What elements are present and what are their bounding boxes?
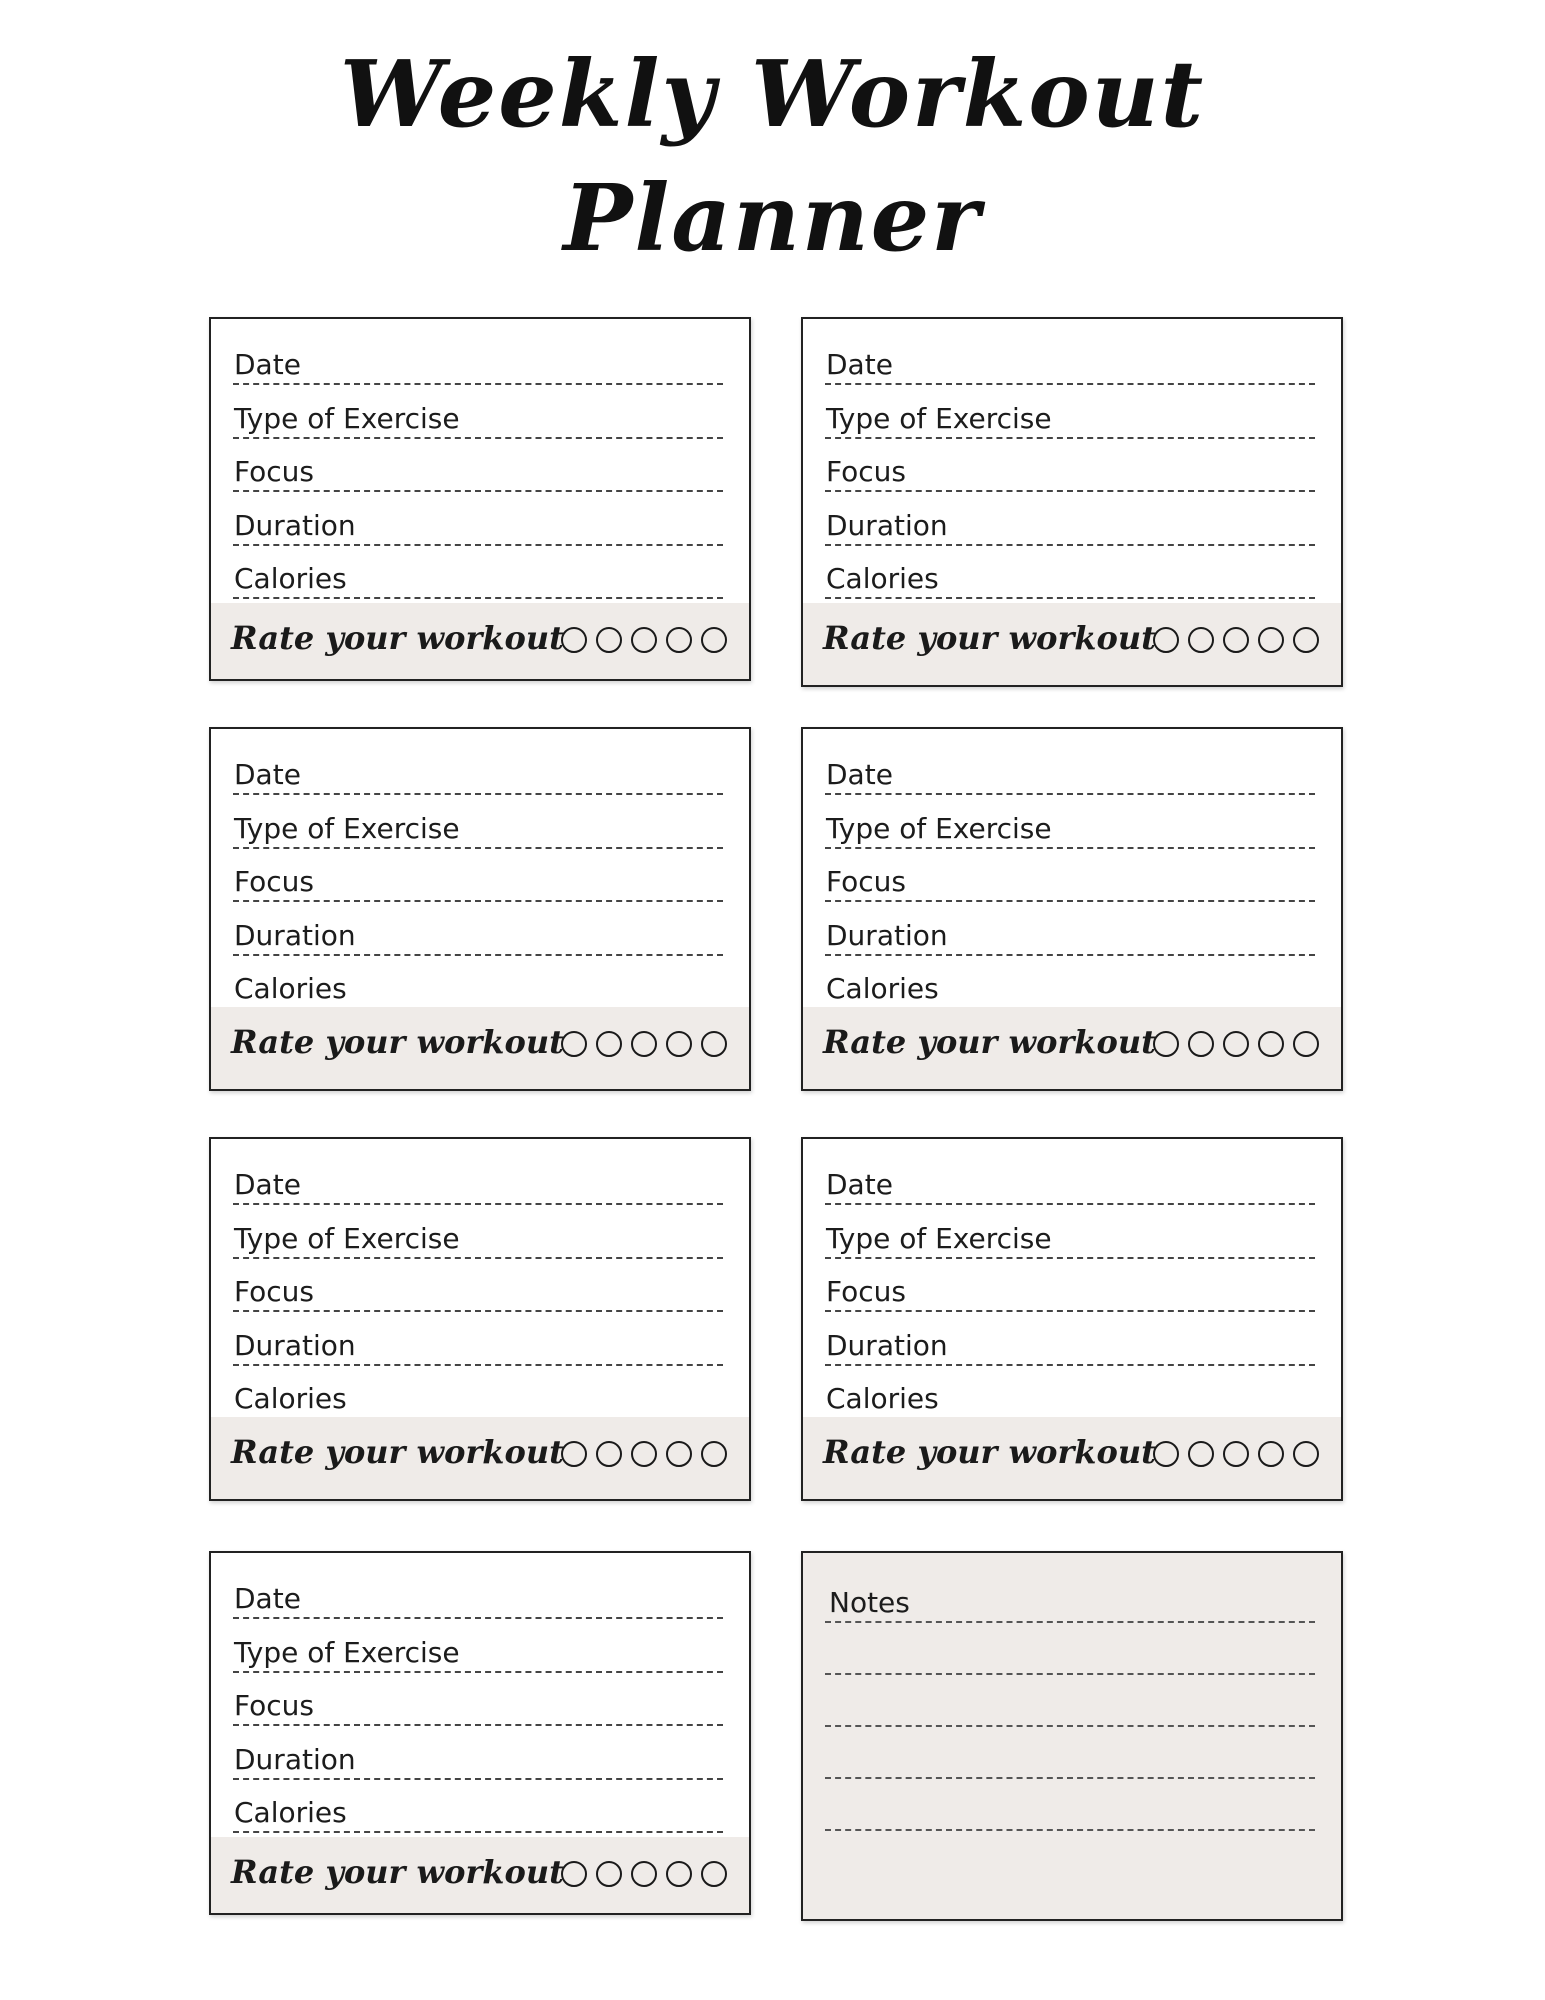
rating-circle-3[interactable] [1223, 1441, 1249, 1467]
rating-circle-2[interactable] [596, 627, 622, 653]
rating-circle-5[interactable] [1293, 1031, 1319, 1057]
workout-card-3 [209, 727, 751, 1091]
duration-label: Duration [234, 1328, 356, 1362]
workout-card-4 [801, 727, 1343, 1091]
calories-label: Calories [826, 562, 939, 595]
notes-line-1[interactable] [825, 1573, 1315, 1623]
rating-circle-4[interactable] [666, 1861, 692, 1887]
focus-label: Focus [234, 1689, 314, 1722]
focus-label: Focus [826, 455, 906, 488]
duration-field[interactable] [233, 1318, 723, 1366]
focus-field[interactable] [825, 444, 1315, 492]
rating-circle-5[interactable] [1293, 627, 1319, 653]
exercise-type-label: Type of Exercise [234, 811, 460, 845]
exercise-type-label: Type of Exercise [234, 1635, 460, 1669]
workout-card-5 [209, 1137, 751, 1501]
rating-circle-2[interactable] [1188, 627, 1214, 653]
rating-circle-2[interactable] [1188, 1031, 1214, 1057]
notes-card [801, 1551, 1343, 1921]
rating-circle-3[interactable] [631, 1031, 657, 1057]
notes-lines [825, 1573, 1315, 1831]
calories-label: Calories [234, 1382, 347, 1415]
rating-circle-2[interactable] [596, 1031, 622, 1057]
notes-label: Notes [829, 1586, 910, 1619]
exercise-type-field[interactable] [825, 391, 1315, 439]
workout-fields [825, 747, 1315, 1009]
rating-circles [1153, 627, 1319, 653]
focus-label: Focus [826, 1275, 906, 1308]
rating-circle-4[interactable] [1258, 1031, 1284, 1057]
focus-label: Focus [234, 455, 314, 488]
duration-label: Duration [234, 508, 356, 542]
date-label: Date [234, 348, 301, 381]
rating-circle-3[interactable] [631, 627, 657, 653]
rate-workout-bar [211, 603, 749, 679]
calories-label: Calories [826, 972, 939, 1005]
duration-field[interactable] [233, 908, 723, 956]
rating-circle-5[interactable] [701, 1441, 727, 1467]
rating-circles [1153, 1441, 1319, 1467]
rating-circle-1[interactable] [1153, 1031, 1179, 1057]
duration-field[interactable] [825, 908, 1315, 956]
calories-field[interactable] [233, 551, 723, 599]
rating-circle-5[interactable] [701, 1031, 727, 1057]
rate-workout-label: Rate your workout [823, 1023, 1156, 1061]
rate-workout-bar [803, 1417, 1341, 1499]
duration-field[interactable] [825, 1318, 1315, 1366]
workout-fields [233, 1157, 723, 1419]
calories-field[interactable] [233, 1785, 723, 1833]
date-field[interactable] [825, 747, 1315, 795]
rate-workout-bar [211, 1837, 749, 1913]
rating-circle-4[interactable] [666, 1441, 692, 1467]
exercise-type-label: Type of Exercise [234, 1221, 460, 1255]
duration-field[interactable] [233, 498, 723, 546]
focus-field[interactable] [825, 1264, 1315, 1312]
exercise-type-label: Type of Exercise [826, 811, 1052, 845]
focus-field[interactable] [825, 854, 1315, 902]
rate-workout-label: Rate your workout [231, 1023, 564, 1061]
exercise-type-field[interactable] [233, 801, 723, 849]
calories-label: Calories [234, 1796, 347, 1829]
calories-label: Calories [234, 562, 347, 595]
rating-circle-1[interactable] [561, 1441, 587, 1467]
rate-workout-bar [803, 603, 1341, 685]
rating-circle-1[interactable] [561, 627, 587, 653]
workout-fields [825, 337, 1315, 599]
focus-label: Focus [826, 865, 906, 898]
rate-workout-label: Rate your workout [231, 619, 564, 657]
rating-circle-4[interactable] [1258, 627, 1284, 653]
workout-card-7 [209, 1551, 751, 1915]
rating-circle-2[interactable] [1188, 1441, 1214, 1467]
rating-circle-1[interactable] [1153, 1441, 1179, 1467]
focus-field[interactable] [233, 1678, 723, 1726]
duration-label: Duration [826, 918, 948, 952]
exercise-type-field[interactable] [825, 1211, 1315, 1259]
workout-card-6 [801, 1137, 1343, 1501]
rating-circle-2[interactable] [596, 1861, 622, 1887]
duration-label: Duration [826, 1328, 948, 1362]
workout-fields [233, 1571, 723, 1833]
date-field[interactable] [825, 337, 1315, 385]
exercise-type-field[interactable] [233, 391, 723, 439]
page-title-line-2: Planner [563, 164, 982, 272]
duration-label: Duration [234, 918, 356, 952]
calories-label: Calories [234, 972, 347, 1005]
notes-line-2[interactable] [825, 1623, 1315, 1675]
rating-circles [561, 627, 727, 653]
workout-fields [233, 337, 723, 599]
focus-field[interactable] [233, 854, 723, 902]
date-label: Date [234, 758, 301, 791]
duration-label: Duration [826, 508, 948, 542]
rating-circle-4[interactable] [1258, 1441, 1284, 1467]
date-field[interactable] [233, 1157, 723, 1205]
date-field[interactable] [233, 1571, 723, 1619]
calories-field[interactable] [825, 1371, 1315, 1419]
date-label: Date [826, 758, 893, 791]
calories-field[interactable] [825, 961, 1315, 1009]
notes-line-5[interactable] [825, 1779, 1315, 1831]
focus-field[interactable] [233, 1264, 723, 1312]
rating-circle-1[interactable] [1153, 627, 1179, 653]
rating-circle-1[interactable] [561, 1861, 587, 1887]
date-label: Date [826, 348, 893, 381]
rating-circles [561, 1031, 727, 1057]
calories-field[interactable] [825, 551, 1315, 599]
date-field[interactable] [233, 747, 723, 795]
workout-card-2 [801, 317, 1343, 687]
date-field[interactable] [825, 1157, 1315, 1205]
exercise-type-field[interactable] [233, 1211, 723, 1259]
rate-workout-bar [803, 1007, 1341, 1089]
exercise-type-label: Type of Exercise [826, 401, 1052, 435]
rating-circles [1153, 1031, 1319, 1057]
notes-line-4[interactable] [825, 1727, 1315, 1779]
rating-circle-5[interactable] [701, 627, 727, 653]
workout-card-1 [209, 317, 751, 681]
exercise-type-field[interactable] [233, 1625, 723, 1673]
rating-circle-3[interactable] [631, 1861, 657, 1887]
rating-circle-5[interactable] [701, 1861, 727, 1887]
duration-field[interactable] [825, 498, 1315, 546]
rate-workout-label: Rate your workout [823, 619, 1156, 657]
date-field[interactable] [233, 337, 723, 385]
rating-circle-3[interactable] [631, 1441, 657, 1467]
rating-circle-2[interactable] [596, 1441, 622, 1467]
rating-circles [561, 1861, 727, 1887]
focus-label: Focus [234, 1275, 314, 1308]
exercise-type-label: Type of Exercise [234, 401, 460, 435]
page-title-line-1: Weekly Workout [339, 40, 1206, 148]
rate-workout-bar [211, 1007, 749, 1089]
duration-label: Duration [234, 1742, 356, 1776]
rate-workout-label: Rate your workout [823, 1433, 1156, 1471]
exercise-type-field[interactable] [825, 801, 1315, 849]
date-label: Date [234, 1168, 301, 1201]
duration-field[interactable] [233, 1732, 723, 1780]
focus-field[interactable] [233, 444, 723, 492]
workout-fields [233, 747, 723, 1009]
rating-circles [561, 1441, 727, 1467]
rating-circle-3[interactable] [1223, 1031, 1249, 1057]
notes-line-3[interactable] [825, 1675, 1315, 1727]
rate-workout-label: Rate your workout [231, 1853, 564, 1891]
focus-label: Focus [234, 865, 314, 898]
exercise-type-label: Type of Exercise [826, 1221, 1052, 1255]
rating-circle-4[interactable] [666, 1031, 692, 1057]
calories-field[interactable] [233, 1371, 723, 1419]
calories-label: Calories [826, 1382, 939, 1415]
rate-workout-bar [211, 1417, 749, 1499]
rating-circle-3[interactable] [1223, 627, 1249, 653]
rate-workout-label: Rate your workout [231, 1433, 564, 1471]
date-label: Date [826, 1168, 893, 1201]
calories-field[interactable] [233, 961, 723, 1009]
date-label: Date [234, 1582, 301, 1615]
workout-fields [825, 1157, 1315, 1419]
rating-circle-4[interactable] [666, 627, 692, 653]
rating-circle-1[interactable] [561, 1031, 587, 1057]
rating-circle-5[interactable] [1293, 1441, 1319, 1467]
